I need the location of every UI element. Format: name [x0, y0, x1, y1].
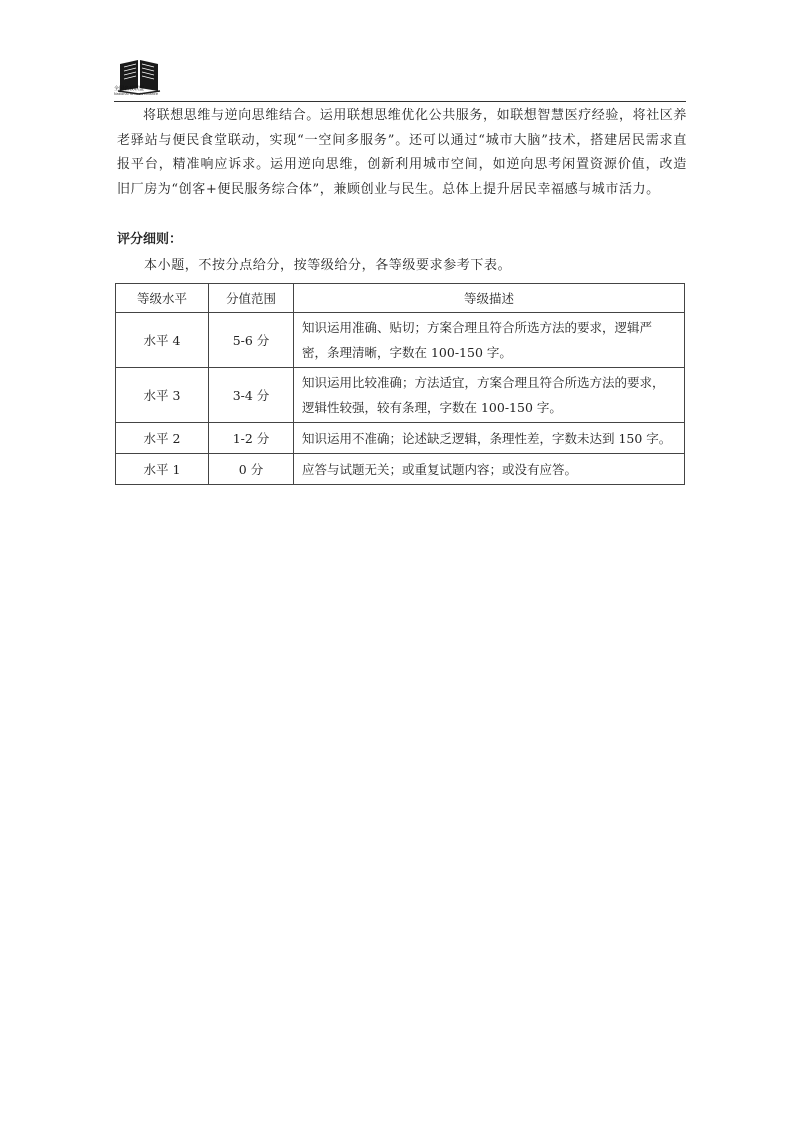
scoring-intro: 本小题，不按分点给分，按等级给分，各等级要求参考下表。	[144, 258, 512, 273]
description-cell: 知识运用比较准确；方法适宜，方案合理且符合所选方法的要求，逻辑性较强，较有条理，字数在 100-150 字。	[294, 368, 685, 423]
table-row	[116, 313, 685, 368]
level-cell: 水平 2	[116, 423, 209, 454]
description-cell: 知识运用准确、贴切；方案合理且符合所选方法的要求，逻辑严密，条理清晰，字数在 100-150 字。	[294, 313, 685, 368]
table-row	[116, 454, 685, 485]
header-description: 等级描述	[294, 284, 685, 313]
header-level: 等级水平	[116, 284, 209, 313]
page-header	[114, 52, 686, 102]
range-cell: 1-2 分	[209, 423, 294, 454]
level-cell: 水平 4	[116, 313, 209, 368]
level-cell: 水平 3	[116, 368, 209, 423]
range-cell: 0 分	[209, 454, 294, 485]
logo-text: 全国名校联盟	[114, 86, 145, 92]
table-row	[116, 368, 685, 423]
description-cell: 应答与试题无关；或重复试题内容；或没有应答。	[294, 454, 685, 485]
header-range: 分值范围	[209, 284, 294, 313]
table-header-row	[116, 284, 685, 313]
range-cell: 5-6 分	[209, 313, 294, 368]
logo-subtext: National Schools Alliance	[114, 92, 159, 96]
header-rule	[114, 101, 686, 102]
scoring-table	[115, 283, 685, 485]
answer-paragraph: 将联想思维与逆向思维结合。运用联想思维优化公共服务，如联想智慧医疗经验，将社区养老驿站与便民食堂联动，实现“一空间多服务”。还可以通过“城市大脑”技术，搭建居民需求直报平台，精准响应诉求。运用逆向思维，创新利用城市空间，如逆向思考闲置资源价值，改造旧厂房为“创客+便民服务综合体”，兼顾创业与民生。总体上提升居民幸福感与城市活力。	[117, 108, 688, 197]
table-row	[116, 423, 685, 454]
scoring-heading: 评分细则：	[117, 232, 183, 247]
range-cell: 3-4 分	[209, 368, 294, 423]
description-cell: 知识运用不准确；论述缺乏逻辑，条理性差，字数未达到 150 字。	[294, 423, 685, 454]
level-cell: 水平 1	[116, 454, 209, 485]
